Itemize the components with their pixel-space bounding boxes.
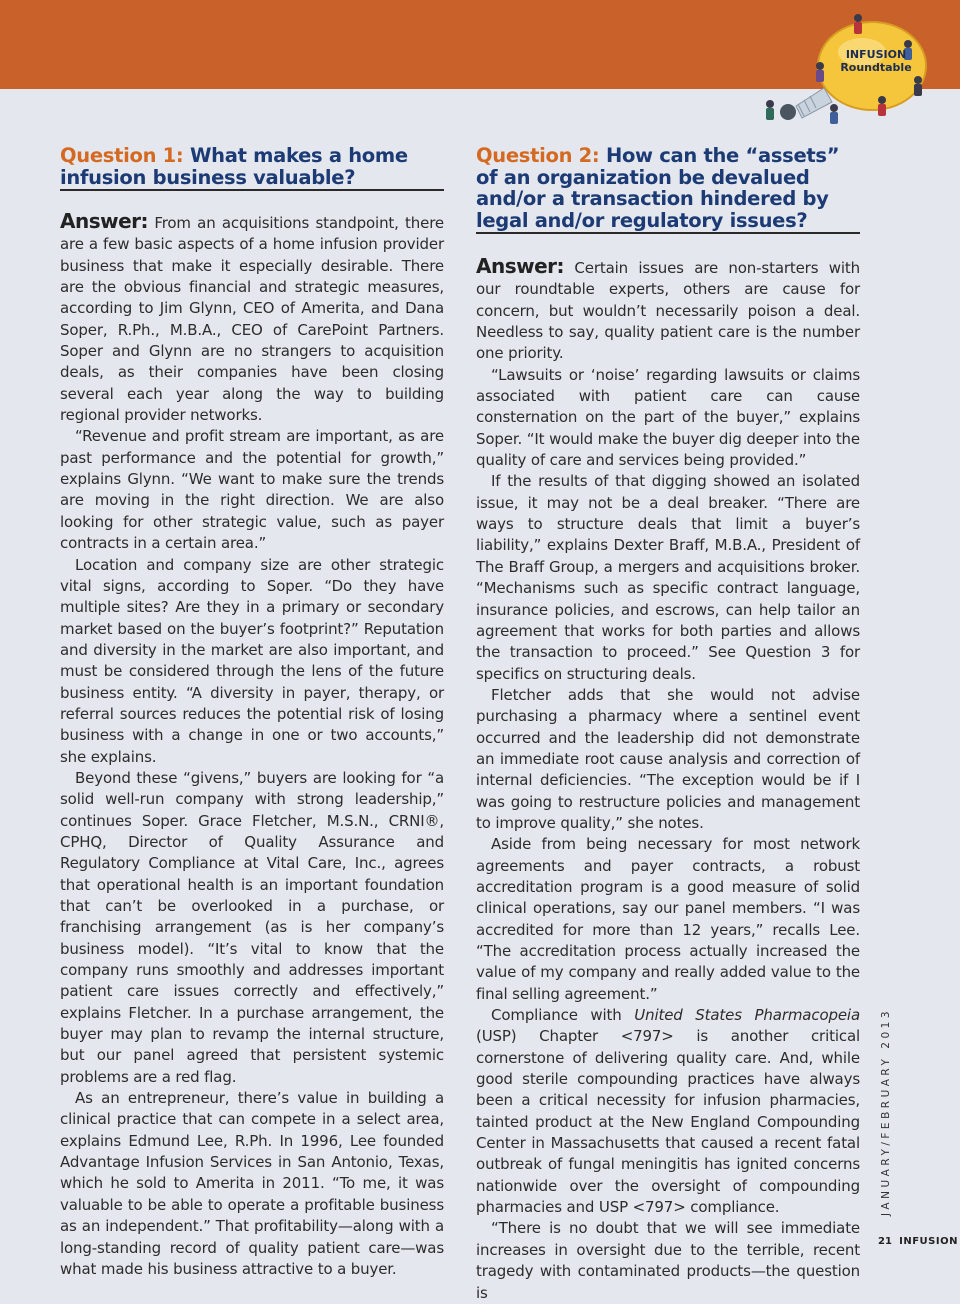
question-2-column [476, 145, 860, 1304]
question-2-title: How can the “assets” of an organization be devalued and/or a transaction hindered by legal and/or regulatory issues? [476, 144, 840, 232]
question-1-column [60, 145, 444, 1280]
issue-date: JANUARY/FEBRUARY 2013 [880, 1007, 892, 1216]
answer-paragraph: As an entrepreneur, there’s value in building a clinical practice that can compete in a select area, explains Edmund Lee, R.Ph. In 1996, Lee founded Advantage Infusion Services in San Antonio, Texas, which he sold to Amerita in 2011. “To me, it was valuable to be able to operate a profitable business as an independent.” That profitability—along with a long-standing record of quality patient care—was what made his business attractive to a buyer. [60, 1089, 444, 1278]
question-2-heading [476, 145, 860, 234]
answer-paragraph: Aside from being necessary for most network agreements and payer contracts, a robust accreditation program is a good measure of solid clinical operations, say our panel members. “I was accredited for more than 12 years,” recalls Lee. “The accreditation process actually increased the value of my company and really added value to the final selling agreement.” [476, 835, 860, 1003]
answer-label: Answer: [60, 209, 149, 233]
answer-label: Answer: [476, 254, 565, 278]
answer-paragraph: Beyond these “givens,” buyers are looking for “a solid well-run company with strong leadership,” continues Soper. Grace Fletcher, M.S.N., CRNI®, CPHQ, Director of Quality Assurance and Regulatory Compliance at Vital Care, Inc., agrees that operational health is an important foundation that can’t be overlooked in a purchase, or franchising arrangement (as is her company’s business model). “It’s vital to know that the company runs smoothly and addresses important patient care issues correctly and effectively,” explains Fletcher. In a purchase arrangement, the buyer may plan to revamp the internal structure, but our panel agreed that persistent systemic problems are a red flag. [60, 768, 444, 1086]
question-1-heading [60, 145, 444, 191]
question-1-answer [60, 211, 444, 1280]
question-2-number: Question 2: [476, 144, 600, 167]
question-2-answer [476, 256, 860, 1304]
answer-paragraph: Answer: Certain issues are non-starters with our roundtable experts, others are cause for concern, but wouldn’t necessarily poison a deal. Needless to say, quality patient care is the number one priority. [476, 254, 860, 363]
page-number: 21 [878, 1236, 892, 1247]
answer-paragraph: Compliance with United States Pharmacopeia (USP) Chapter <797> is another critical cornerstone of delivering quality care. And, while good sterile compounding practices have always been a critical necessity for infusion pharmacies, tainted product at the New England Compounding Center in Massachusetts that caused a recent fatal outbreak of fungal meningitis has ignited concerns nationwide over the oversight of compounding pharmacies and USP <797> compliance. [476, 1006, 860, 1217]
answer-paragraph: Location and company size are other strategic vital signs, according to Soper. “Do they have multiple sites? Are they in a primary or secondary market based on the buyer’s footprint?” Reputation and diversity in the market are also important, and must be considered through the lens of the future business entity. “A diversity in payer, therapy, or referral sources reduces the potential risk of losing business with a change in one or two accounts,” she explains. [60, 555, 444, 766]
answer-paragraph: If the results of that digging showed an isolated issue, it may not be a deal breaker. “There are ways to structure deals that limit a buyer’s liability,” explains Dexter Braff, M.B.A., President of The Braff Group, a mergers and acquisitions broker. “Mechanisms such as specific contract language, insurance policies, and escrows, can help tailor an agreement that works for both parties and allows the transaction to proceed.” See Question 3 for specifics on structuring deals. [476, 472, 860, 683]
magazine-name: INFUSION [899, 1236, 958, 1247]
answer-paragraph: Fletcher adds that she would not advise purchasing a pharmacy where a sentinel event occurred and the leadership did not demonstrate an immediate root cause analysis and correction of internal deficiencies. “The exception would be if I was going to restructure policies and management to improve quality,” she notes. [476, 685, 860, 832]
answer-paragraph: “Revenue and profit stream are important, as are past performance and the potential for growth,” explains Glynn. “We want to make sure the trends are moving in the right direction. We are also looking for other strategic value, such as payer contracts in a certain area.” [60, 427, 444, 553]
logo-title: INFUSION Roundtable [840, 48, 912, 74]
answer-paragraph: Answer: From an acquisitions standpoint, there are a few basic aspects of a home infusion provider business that make it especially desirable. There are the obvious financial and strategic measures, according to Jim Glynn, CEO of Amerita, and Dana Soper, R.Ph., M.B.A., CEO of CarePoint Partners. Soper and Glynn are no strangers to acquisition deals, as their companies have been closing several each year along the way to building regional provider networks. [60, 209, 444, 425]
answer-paragraph: “There is no doubt that we will see immediate increases in oversight due to the terrible, recent tragedy with contaminated products—the question is [476, 1219, 860, 1302]
answer-paragraph: “Lawsuits or ‘noise’ regarding lawsuits or claims associated with patient care can cause consternation on the part of the buyer,” explains Soper. “It would make the buyer dig deeper into the quality of care and services being provided.” [476, 365, 860, 470]
question-1-title: What makes a home infusion business valuable? [60, 144, 408, 189]
question-1-number: Question 1: [60, 144, 184, 167]
page-footer [878, 1236, 958, 1247]
